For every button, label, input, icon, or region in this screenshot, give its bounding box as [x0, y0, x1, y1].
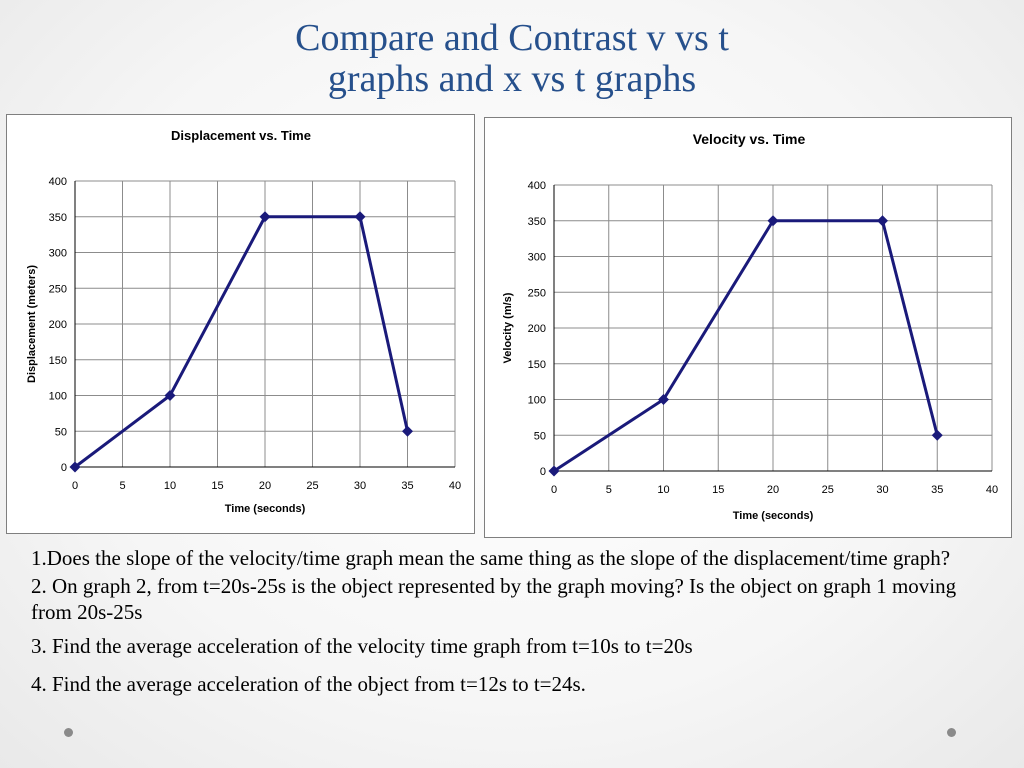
- velocity-x-axis-label: Time (seconds): [732, 510, 814, 522]
- displacement-data-point: [260, 211, 271, 222]
- velocity-chart-title: Velocity vs. Time: [692, 131, 806, 147]
- decorative-dot-right: [947, 728, 956, 737]
- displacement-x-tick-label: 10: [163, 480, 177, 492]
- displacement-y-tick-label: 200: [48, 319, 67, 331]
- displacement-x-tick-label: 35: [401, 480, 414, 492]
- displacement-chart: [6, 114, 475, 534]
- displacement-x-tick-label: 20: [258, 480, 272, 492]
- velocity-y-tick-label: 50: [533, 430, 546, 443]
- slide-title: [0, 18, 1024, 100]
- displacement-y-tick-label: 250: [48, 283, 67, 296]
- displacement-x-tick-label: 5: [119, 480, 126, 492]
- velocity-data-point: [877, 215, 888, 226]
- displacement-chart-title: Displacement vs. Time: [171, 128, 311, 143]
- velocity-y-tick-label: 400: [527, 180, 546, 192]
- velocity-series-line: [554, 221, 937, 471]
- displacement-y-tick-label: 400: [48, 176, 67, 188]
- velocity-x-tick-label: 0: [550, 484, 558, 496]
- velocity-y-axis-label: Velocity (m/s): [502, 292, 514, 364]
- displacement-data-point: [402, 426, 413, 437]
- velocity-x-tick-label: 35: [931, 484, 944, 496]
- displacement-chart-svg: [7, 115, 476, 535]
- decorative-dot-left: [64, 728, 73, 737]
- velocity-x-tick-label: 25: [821, 484, 834, 496]
- slide-title-line-2: graphs and x vs t graphs: [327, 58, 697, 100]
- question-2: 2. On graph 2, from t=20s-25s is the object represented by the graph moving? Is the object on graph 1 moving from 20s-25s: [31, 574, 957, 624]
- velocity-y-tick-label: 150: [527, 358, 546, 371]
- velocity-x-tick-label: 30: [876, 484, 889, 496]
- displacement-y-tick-label: 50: [54, 426, 67, 439]
- velocity-y-tick-label: 0: [539, 466, 546, 478]
- velocity-chart-svg: [485, 118, 1013, 539]
- displacement-y-axis-label: Displacement (meters): [26, 265, 38, 383]
- velocity-x-tick-label: 15: [712, 484, 725, 496]
- slide-title-line-1: Compare and Contrast v vs t: [295, 17, 729, 59]
- velocity-y-tick-label: 200: [527, 323, 546, 335]
- velocity-y-tick-label: 250: [527, 287, 546, 300]
- question-3: 3. Find the average acceleration of the velocity time graph from t=10s to t=20s: [31, 634, 693, 658]
- displacement-y-tick-label: 0: [60, 462, 67, 474]
- displacement-y-tick-label: 150: [48, 354, 67, 367]
- velocity-x-tick-label: 5: [605, 484, 612, 496]
- velocity-chart: [484, 117, 1012, 538]
- displacement-x-tick-label: 40: [448, 480, 462, 492]
- displacement-y-tick-label: 350: [48, 211, 67, 224]
- displacement-x-tick-label: 0: [71, 480, 79, 492]
- velocity-x-tick-label: 40: [985, 484, 999, 496]
- velocity-y-tick-label: 350: [527, 215, 546, 228]
- displacement-x-tick-label: 15: [211, 480, 224, 492]
- displacement-x-axis-label: Time (seconds): [224, 503, 306, 515]
- velocity-data-point: [932, 430, 943, 441]
- displacement-y-tick-label: 300: [48, 247, 67, 260]
- velocity-y-tick-label: 300: [527, 251, 546, 264]
- displacement-x-tick-label: 25: [306, 480, 319, 492]
- question-1: 1.Does the slope of the velocity/time graph mean the same thing as the slope of the displacement/time graph?: [31, 546, 951, 570]
- question-4: 4. Find the average acceleration of the object from t=12s to t=24s.: [31, 672, 586, 696]
- displacement-data-point: [355, 211, 366, 222]
- velocity-y-tick-label: 100: [527, 394, 546, 407]
- questions-list: [31, 545, 1001, 697]
- velocity-x-tick-label: 10: [657, 484, 670, 496]
- displacement-x-tick-label: 30: [353, 480, 367, 492]
- velocity-x-tick-label: 20: [766, 484, 780, 496]
- displacement-series-line: [75, 217, 408, 467]
- displacement-y-tick-label: 100: [48, 390, 67, 403]
